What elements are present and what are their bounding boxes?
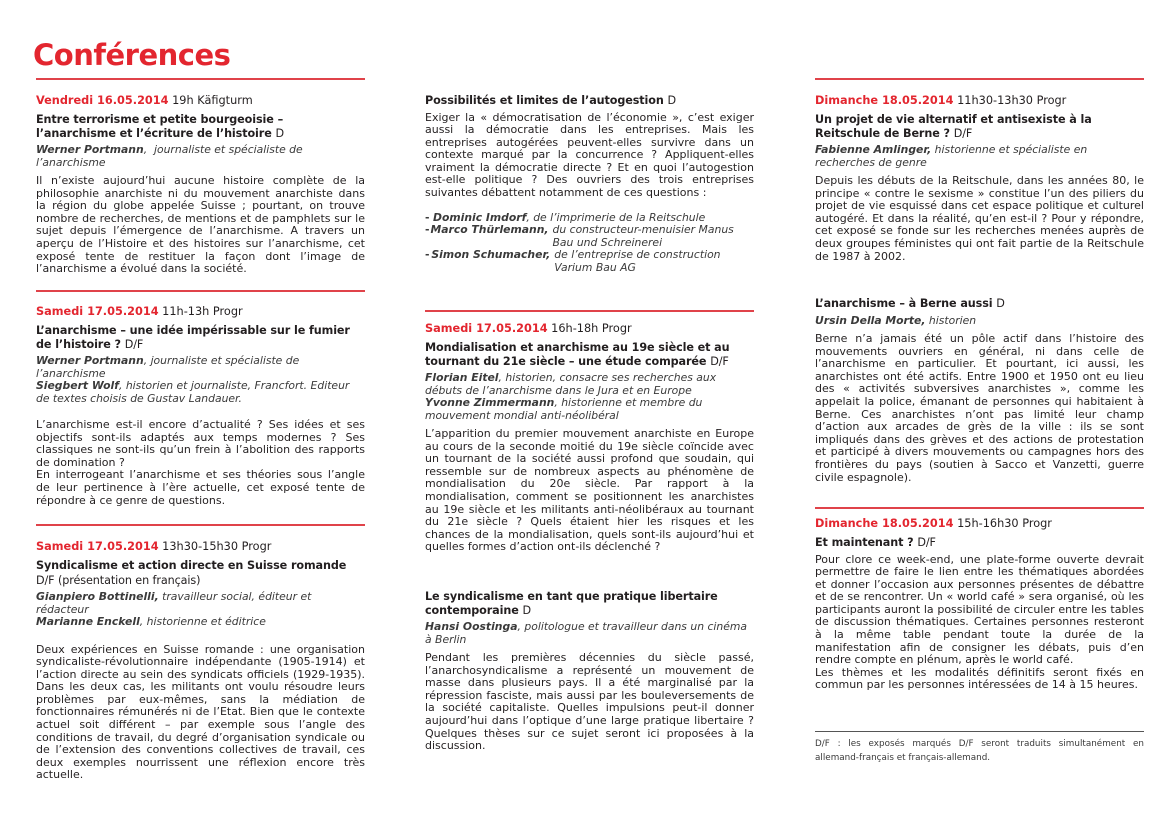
section-divider (815, 78, 1144, 80)
talk-time-place: 19h Käfigturm (172, 94, 253, 107)
talk-date: Samedi 17.05.2014 (425, 322, 548, 335)
talk-anarchisme-berne (815, 297, 1144, 484)
talk-title: Entre terrorisme et petite bourgeoisie – l’anarchisme et l’écriture de l’histoire D (36, 113, 285, 140)
talk-title: Et maintenant ? D/F (815, 536, 936, 549)
talk-description: Il n’existe aujourd’hui aucune histoire complète de la philosophie anarchiste ni du mouvement anarchiste dans la région du globe appelée Suisse ; pourtant, on trouve nombre de recherches, de mentions et de pamphlets sur le sujet depuis l’émergence de l’anarchisme. A travers un aperçu de l’Histoire et des histoires sur l’anarchisme, cet exposé tente de restituer la façon dont l’image de l’anarchisme a évolué dans la société. (36, 174, 365, 276)
talk-samedi-imperissable (36, 305, 365, 507)
speaker: Yvonne Zimmermann, historienne et membre du mouvement mondial anti-néolibéral (425, 396, 703, 422)
language-badge: D (275, 126, 285, 140)
speaker-list (425, 212, 754, 275)
talk-description: Berne n’a jamais été un pôle actif dans l’histoire des mouvements ouvriers en général, ni dans celle de l’anarchisme en particulier. Et pourtant, ici aussi, les anarchistes ont été actifs. Entre 1900 et 1950 ont eu lieu des « activités subversives anarchistes », comme les appelait la police, émanant de personnes qui habitaient à Berne. Ces anarchistes n’ont pas limité leur champ d’action aux arcades de grès de la ville : ils se sont impliqués dans des grèves et des actions de protestation et participé à divers mouvements ou campagnes hors des frontières du pays (soutien à Sacco et Vanzetti, guerre civile espagnole). (815, 332, 1144, 484)
footnote-block (815, 738, 1144, 765)
language-badge: D (996, 297, 1005, 310)
talk-vendredi-terrorisme (36, 94, 365, 276)
speaker: Siegbert Wolf, historien et journaliste, Francfort. Editeur de textes choisis de Gustav Landauer. (36, 379, 350, 405)
talk-description: Exiger la « démocratisation de l’économie », c’est exiger aussi la démocratie dans les entreprises. Mais les entreprises autogérées peuvent-elles survivre dans un contexte marqué par la concurrence ? Appliquent-elles vraiment la démocratie directe ? Et en quoi l’autogestion est-elle politique ? Des ouvriers des trois entreprises suivantes débattent notamment de ces questions : (425, 110, 754, 200)
list-item: - Simon Schumacher, de l’entreprise de construction Varium Bau AG (425, 248, 721, 274)
talk-reitschule-antisexiste (815, 94, 1144, 263)
talk-title: Possibilités et limites de l’autogestion D (425, 94, 677, 107)
speakers (425, 372, 754, 422)
talk-date: Vendredi 16.05.2014 (36, 94, 169, 107)
section-divider (815, 507, 1144, 509)
talk-syndicalisme-libertaire (425, 590, 754, 753)
speaker: Hansi Oostinga, politologue et travailleur dans un cinéma à Berlin (425, 620, 748, 646)
speakers (36, 355, 365, 405)
speaker: Werner Portmann, journaliste et spécialiste de l’anarchisme (36, 354, 300, 380)
section-divider (36, 290, 365, 292)
talk-title: Le syndicalisme en tant que pratique libertaire contemporaine D (425, 590, 718, 617)
section-divider (36, 524, 365, 526)
speaker: Gianpiero Bottinelli, travailleur social, éditeur et rédacteur (36, 590, 312, 616)
talk-mondialisation (425, 322, 754, 554)
talk-time-place: 11h30-13h30 Progr (957, 94, 1067, 107)
footnote-divider (815, 731, 1144, 732)
language-badge: D/F (953, 126, 973, 140)
talk-description: L’apparition du premier mouvement anarchiste en Europe au cours de la seconde moitié du 19e siècle coïncide avec un tournant de la société aussi profond que soudain, qui ressemble sur de nombreux aspects au phénomène de mondialisation du 20e siècle. Par rapport à la mondialisation, comment se positionnent les anarchistes au 19e siècle et les militants anti-néolibéraux au tournant du 21e siècle ? Quels étaient hier les risques et les chances de la mondialisation, quels sont-ils aujourd’hui et quelles formes d’action ont-ils déclenché ? (425, 427, 754, 554)
language-badge: D (667, 94, 677, 107)
talk-title: Mondialisation et anarchisme au 19e siècle et au tournant du 21e siècle – une étude comparée D/F (425, 341, 730, 368)
page-title: Conférences (33, 38, 231, 72)
speakers (425, 621, 754, 646)
talk-time-place: 16h-18h Progr (551, 322, 632, 335)
speaker: Ursin Della Morte, historien (815, 313, 977, 327)
talk-title: L’anarchisme – à Berne aussi D (815, 297, 1005, 310)
speaker: Marianne Enckell, historienne et éditrice (36, 615, 266, 628)
speaker: Florian Eitel, historien, consacre ses recherches aux débuts de l’anarchisme dans le Jura et en Europe (425, 371, 717, 397)
language-badge: D/F (917, 536, 936, 549)
talk-description: Pour clore ce week-end, une plate-forme ouverte devrait permettre de faire le lien entre les thématiques abordées et donner l’occasion aux personnes présentes de débattre et de se rencontrer. Un « world café » sera organisé, où les participants auront la possibilité de circuler entre les tables de discussion thématiques. Certaines personnes resteront à la même table pendant toute la durée de la manifestation afin de consigner les débats, puis d’en rendre compte en plénum, après le world café. (815, 552, 1144, 667)
talk-description: Deux expériences en Suisse romande : une organisation syndicaliste-révolutionnaire indépendante (1905-1914) et l’action directe au sein des syndicats officiels (1929-1935). Dans les deux cas, les militants ont voulu résoudre leurs problèmes par eux-mêmes, sans la médiation de fonctionnaires rémunérés ni de l’Etat. Bien que le contexte actuel soit différent – par exemple sous l’angle des conditions de travail, du degré d’organisation syndicale ou de l’extension des conventions collectives de travail, ces deux exemples nourrissent une réflexion encore très actuelle. (36, 642, 365, 782)
speaker: Werner Portmann, journaliste et spécialiste de l’anarchisme (36, 143, 303, 169)
speakers (36, 144, 365, 169)
talk-et-maintenant (815, 517, 1144, 692)
talk-title: L’anarchisme – une idée impérissable sur le fumier de l’histoire ? D/F (36, 324, 350, 351)
talk-description: Pendant les premières décennies du siècle passé, l’anarchosyndicalisme a représenté un mouvement de masse dans plusieurs pays. Il a été marginalisé par la répression fasciste, mais aussi par les bouleversements de la société capitaliste. Quelles impulsions peut-il donner aujourd’hui dans l’optique d’une large pratique libertaire ? Quelques thèses sur ce sujet seront ici proposées à la discussion. (425, 651, 754, 753)
talk-time-place: 15h-16h30 Progr (957, 517, 1052, 530)
language-badge: D/F (124, 337, 144, 351)
talk-autogestion (425, 94, 754, 274)
footnote: D/F : les exposés marqués D/F seront traduits simultanément en allemand-français et français-allemand. (815, 739, 1144, 763)
talk-description: En interrogeant l’anarchisme et ses théories sous l’angle de leur pertinence à l’ère actuelle, cet exposé tente de répondre à ce genre de questions. (36, 468, 365, 507)
list-item: - Marco Thürlemann, du constructeur-menuisier Manus Bau und Schreinerei (425, 223, 734, 249)
talk-title: Un projet de vie alternatif et antisexiste à la Reitschule de Berne ? D/F (815, 113, 1092, 140)
talk-date: Samedi 17.05.2014 (36, 540, 159, 553)
talk-date: Samedi 17.05.2014 (36, 305, 159, 318)
speaker: Fabienne Amlinger, historienne et spécialiste en recherches de genre (815, 143, 1088, 169)
talk-title: Syndicalisme et action directe en Suisse romande (36, 559, 347, 572)
language-badge: D (522, 603, 532, 617)
talk-date: Dimanche 18.05.2014 (815, 94, 954, 107)
talk-description: Les thèmes et les modalités définitifs seront fixés en commun par les personnes intéressées de 14 à 15 heures. (815, 665, 1144, 692)
talk-samedi-syndicalisme-romande (36, 540, 365, 782)
talk-time-place: 13h30-15h30 Progr (162, 540, 272, 553)
section-divider (425, 310, 754, 312)
list-item: - Dominic Imdorf , de l’imprimerie de la Reitschule (425, 210, 706, 224)
talk-description: L’anarchisme est-il encore d’actualité ? Ses idées et ses objectifs sont-ils adaptés aux temps modernes ? Ses classiques ne sont-ils qu’un frein à l’abolition des rapports de domination ? (36, 418, 365, 469)
talk-date: Dimanche 18.05.2014 (815, 517, 954, 530)
speakers (815, 144, 1144, 169)
talk-description: Depuis les débuts de la Reitschule, dans les années 80, le principe « contre le sexisme » constitue l’un des piliers du projet de vie esquissé dans cet espace politique et culturel autogéré. Et dans la réalité, qu’en est-il ? Pour y répondre, cet exposé se fonde sur les recherches menées auprès de deux groupes féministes qui ont fait partie de la Reitschule de 1987 à 2002. (815, 174, 1144, 263)
language-badge: D/F (présentation en français) (36, 573, 201, 587)
speakers (815, 315, 1144, 328)
section-divider (36, 78, 365, 80)
speakers (36, 591, 365, 629)
talk-time-place: 11h-13h Progr (162, 305, 243, 318)
language-badge: D/F (710, 354, 729, 368)
